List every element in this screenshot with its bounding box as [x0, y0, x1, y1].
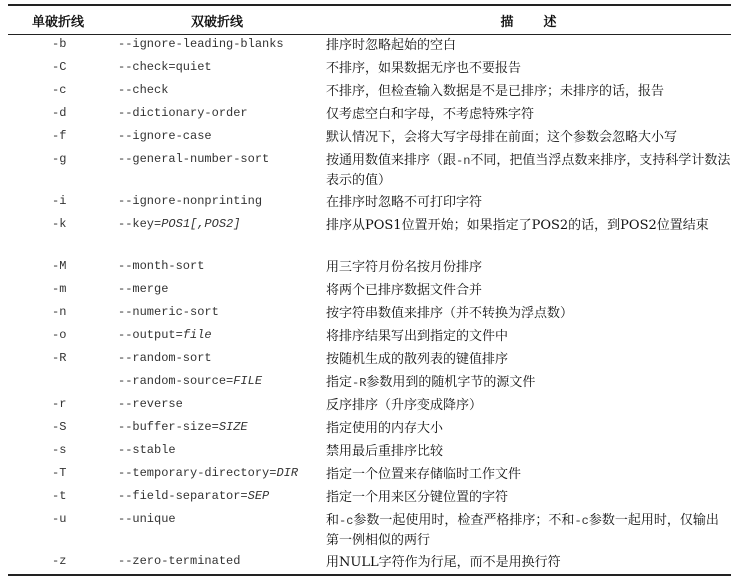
long-option: --field-separator=SEP	[118, 488, 270, 503]
long-option: --check	[118, 82, 169, 97]
table-row	[8, 192, 731, 215]
option-description: 和-c参数一起使用时，检查严格排序；不和-c参数一起用时，仅输出第一例相似的两行	[326, 512, 719, 548]
option-description: 按字符串数值来排序（并不转换为浮点数）	[326, 305, 574, 321]
long-option: --month-sort	[118, 258, 205, 273]
long-option: --key=POS1[,POS2]	[118, 216, 241, 231]
option-description: 反序排序（升序变成降序）	[326, 397, 483, 413]
short-option: -o	[52, 327, 67, 342]
table-row	[8, 326, 731, 349]
option-description: 仅考虑空白和字母，不考虑特殊字符	[326, 106, 535, 122]
option-description: 指定一个用来区分键位置的字符	[326, 489, 509, 505]
option-description: 用NULL字符作为行尾，而不是用换行符	[326, 552, 731, 575]
table-row	[8, 280, 731, 303]
long-option: --dictionary-order	[118, 105, 248, 120]
short-option: -S	[52, 419, 67, 434]
table-row	[8, 464, 731, 487]
table-row	[8, 215, 731, 257]
table-row	[8, 441, 731, 464]
short-option: -k	[52, 216, 67, 231]
short-option: -m	[52, 281, 67, 296]
short-option: -b	[52, 37, 67, 51]
table-row	[8, 81, 731, 104]
option-description: 指定一个位置来存储临时工作文件	[326, 466, 522, 482]
table-row	[8, 150, 731, 192]
table-row	[8, 487, 731, 510]
long-option: --ignore-nonprinting	[118, 193, 263, 208]
option-description: 指定使用的内存大小	[326, 420, 444, 436]
table-row	[8, 35, 731, 58]
table-row	[8, 372, 731, 395]
long-option: --stable	[118, 442, 176, 457]
option-description: 用三字符月份名按月份排序	[326, 259, 483, 275]
long-option: --check=quiet	[118, 59, 212, 74]
long-option: --reverse	[118, 396, 183, 411]
sort-options-table	[8, 4, 731, 576]
short-option	[8, 372, 108, 395]
long-option: --buffer-size=SIZE	[118, 419, 248, 434]
option-description: 将两个已排序数据文件合并	[326, 282, 483, 298]
long-option: --merge	[118, 281, 169, 296]
table-row	[8, 510, 731, 552]
short-option: -C	[52, 59, 67, 74]
short-option: -s	[52, 442, 67, 457]
short-option: -d	[52, 105, 67, 120]
table-row	[8, 349, 731, 372]
short-option: -n	[52, 304, 67, 319]
table-row	[8, 552, 731, 575]
long-option: --ignore-leading-blanks	[118, 37, 284, 51]
long-option: --output=file	[118, 327, 212, 342]
table-row	[8, 395, 731, 418]
short-option: -u	[52, 511, 67, 526]
option-description: 默认情况下，会将大写字母排在前面；这个参数会忽略大小写	[326, 129, 678, 145]
table-row	[8, 303, 731, 326]
short-option: -g	[52, 151, 67, 166]
long-option: --random-source=FILE	[118, 373, 263, 388]
table-row	[8, 104, 731, 127]
short-option: -i	[52, 193, 67, 208]
long-option: --random-sort	[118, 350, 212, 365]
short-option: -c	[52, 82, 67, 97]
long-option: --unique	[118, 511, 176, 526]
short-option: -z	[8, 552, 108, 575]
table-row	[8, 257, 731, 280]
option-description: 禁用最后重排序比较	[326, 443, 444, 459]
option-description: 不排序，如果数据无序也不要报告	[326, 60, 522, 76]
long-option: --zero-terminated	[108, 552, 326, 575]
long-option: --numeric-sort	[118, 304, 219, 319]
short-option: -M	[52, 258, 67, 273]
header-long-option: 双破折线	[108, 5, 326, 35]
option-description: 指定-R参数用到的随机字节的源文件	[326, 374, 536, 390]
short-option: -f	[52, 128, 67, 143]
table-row	[8, 418, 731, 441]
long-option: --general-number-sort	[118, 151, 270, 166]
option-description: 按随机生成的散列表的键值排序	[326, 351, 509, 367]
short-option: -R	[52, 350, 67, 365]
short-option: -t	[52, 488, 67, 503]
table-header	[8, 5, 731, 35]
table-row	[8, 58, 731, 81]
header-short-option: 单破折线	[8, 5, 108, 35]
option-description: 将排序结果写出到指定的文件中	[326, 328, 509, 344]
option-description: 排序时忽略起始的空白	[326, 38, 457, 53]
long-option: --ignore-case	[118, 128, 212, 143]
short-option: -r	[52, 396, 67, 411]
table-row	[8, 127, 731, 150]
option-description: 不排序，但检查输入数据是不是已排序；未排序的话，报告	[326, 83, 665, 99]
header-description: 描述	[326, 5, 731, 35]
option-description: 排序从POS1位置开始；如果指定了POS2的话，到POS2位置结束	[326, 217, 709, 233]
option-description: 按通用数值来排序（跟-n不同，把值当浮点数来排序，支持科学计数法表示的值）	[326, 152, 731, 188]
option-description: 在排序时忽略不可打印字符	[326, 194, 483, 210]
short-option: -T	[52, 465, 67, 480]
long-option: --temporary-directory=DIR	[118, 465, 299, 480]
